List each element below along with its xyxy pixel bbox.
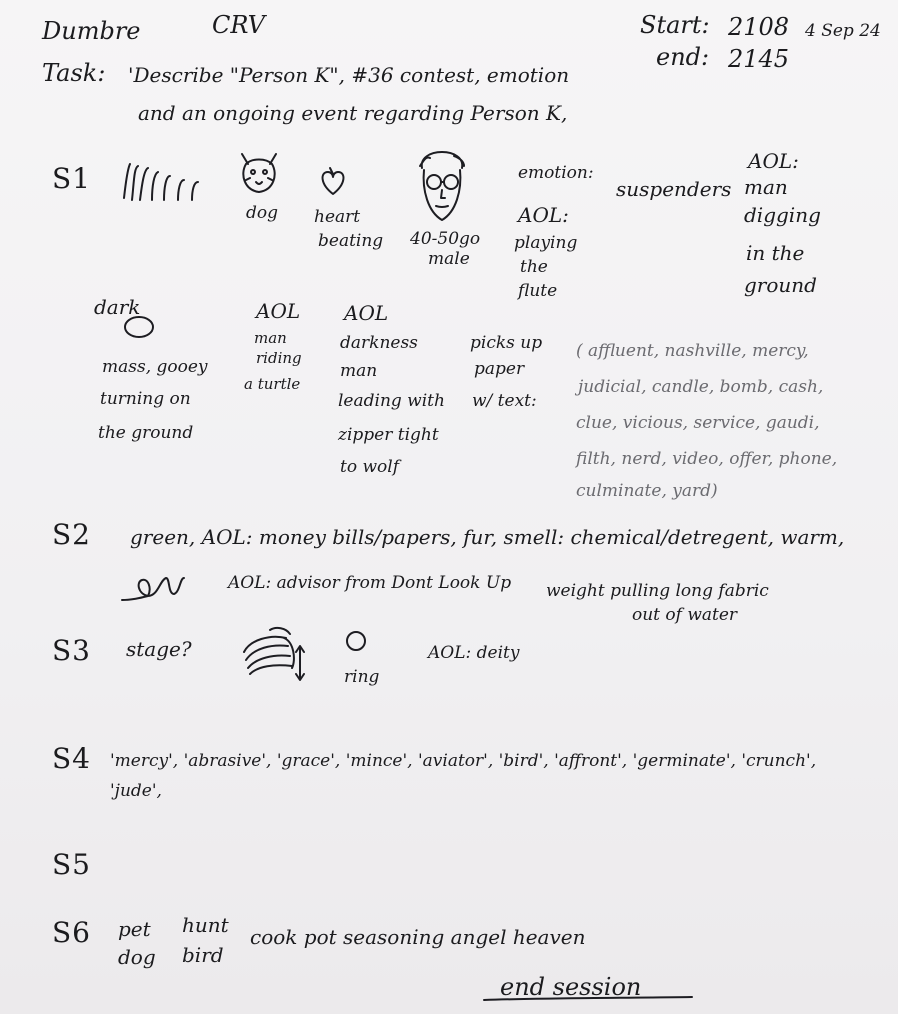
- male-face-sketch: [414, 150, 470, 224]
- s2-line-1: green, AOL: money bills/papers, fur, smell: chemical/detregent, warm,: [130, 525, 845, 549]
- s2-aol-advisor: AOL: advisor from Dont Look Up: [228, 573, 512, 593]
- ideogram-sketch: [120, 160, 200, 204]
- s1-suspenders: suspenders: [616, 177, 732, 201]
- start-time: 2108: [728, 13, 790, 41]
- s1-words-2: judicial, candle, bomb, cash,: [578, 377, 824, 397]
- s6-bird: bird: [182, 943, 224, 967]
- s6-dog: dog: [118, 945, 156, 969]
- s1-dog-label: dog: [246, 203, 278, 223]
- s6-rest: cook pot seasoning angel heaven: [250, 925, 586, 949]
- s1-aol-turtle-1: AOL: [256, 299, 301, 323]
- s6-pet: pet: [118, 917, 151, 941]
- s1-aol-turtle-4: a turtle: [244, 375, 301, 393]
- stage-sketch: [240, 620, 316, 684]
- s4-words-line-2: 'jude',: [110, 781, 162, 801]
- s1-dark-label: dark: [94, 295, 141, 319]
- viewer-name: Dumbre: [42, 17, 141, 45]
- s1-aol-dig-3: digging: [744, 203, 821, 227]
- s1-aol-flute-1: AOL:: [518, 203, 569, 227]
- s3-stage: stage?: [126, 637, 192, 661]
- session-date: 4 Sep 24: [805, 21, 881, 41]
- task-line-2: and an ongoing event regarding Person K,: [138, 101, 568, 125]
- s1-aol-flute-3: the: [520, 257, 548, 277]
- s1-aol-turtle-3: riding: [256, 349, 302, 367]
- s1-words-5: culminate, yard): [576, 481, 718, 501]
- s1-mass-1: mass, gooey: [102, 357, 208, 377]
- s1-aol-dark-1: AOL: [344, 301, 389, 325]
- s1-aol-flute-4: flute: [518, 281, 558, 301]
- s1-words-4: filth, nerd, video, offer, phone,: [576, 449, 838, 469]
- s1-heart-label-1: heart: [314, 207, 361, 227]
- s6-hunt: hunt: [182, 913, 229, 937]
- s2-weight-1: weight pulling long fabric: [546, 581, 769, 601]
- s1-mass-2: turning on: [100, 389, 191, 409]
- dark-mass-sketch: [122, 314, 156, 340]
- start-label: Start:: [640, 11, 710, 39]
- dog-sketch: [236, 150, 282, 196]
- s1-paper-2: paper: [474, 359, 525, 379]
- s1-aol-turtle-2: man: [254, 329, 287, 347]
- task-line-1: 'Describe "Person K", #36 contest, emotion: [128, 63, 570, 87]
- session-label-s3: S3: [52, 634, 91, 667]
- s3-ring: ring: [344, 667, 380, 687]
- method-label: CRV: [212, 11, 265, 39]
- end-session-label: end session: [500, 973, 642, 1001]
- end-label: end:: [656, 43, 710, 71]
- end-time: 2145: [728, 45, 790, 73]
- ring-sketch: [344, 630, 368, 652]
- s1-aol-dig-2: man: [744, 175, 788, 199]
- s1-aol-dark-4: leading with: [338, 391, 445, 411]
- s4-words-line-1: 'mercy', 'abrasive', 'grace', 'mince', 'aviator', 'bird', 'affront', 'germinate', 'crunch',: [110, 751, 817, 771]
- s3-aol-deity: AOL: deity: [428, 643, 520, 663]
- end-session-underline: [480, 994, 700, 1004]
- s1-heart-label-2: beating: [318, 231, 384, 251]
- s2-ideogram-sketch: [118, 566, 190, 606]
- s1-aol-dark-6: to wolf: [340, 457, 399, 477]
- s1-male-label-2: male: [428, 249, 470, 269]
- task-label: Task:: [42, 59, 106, 87]
- s1-aol-dark-2: darkness: [340, 333, 418, 353]
- s1-aol-dark-3: man: [340, 361, 378, 381]
- s1-aol-dark-5: zipper tight: [338, 425, 439, 445]
- s1-male-label-1: 40-50go: [410, 229, 481, 249]
- s1-words-1: ( affluent, nashville, mercy,: [576, 341, 809, 361]
- s1-words-3: clue, vicious, service, gaudi,: [576, 413, 820, 433]
- s1-paper-3: w/ text:: [472, 391, 537, 411]
- s1-aol-dig-5: ground: [744, 273, 817, 297]
- s1-mass-3: the ground: [98, 423, 194, 443]
- s1-aol-dig-4: in the: [746, 241, 805, 265]
- s1-emotion-label: emotion:: [518, 163, 594, 183]
- session-label-s2: S2: [52, 518, 91, 551]
- s1-paper-1: picks up: [470, 333, 543, 353]
- s1-aol-dig-1: AOL:: [748, 149, 799, 173]
- heart-sketch: [318, 164, 348, 198]
- s1-aol-flute-2: playing: [514, 233, 578, 253]
- s2-weight-2: out of water: [632, 605, 738, 625]
- session-label-s6: S6: [52, 916, 91, 949]
- session-label-s4: S4: [52, 742, 91, 775]
- session-label-s5: S5: [52, 848, 91, 881]
- session-label-s1: S1: [52, 162, 91, 195]
